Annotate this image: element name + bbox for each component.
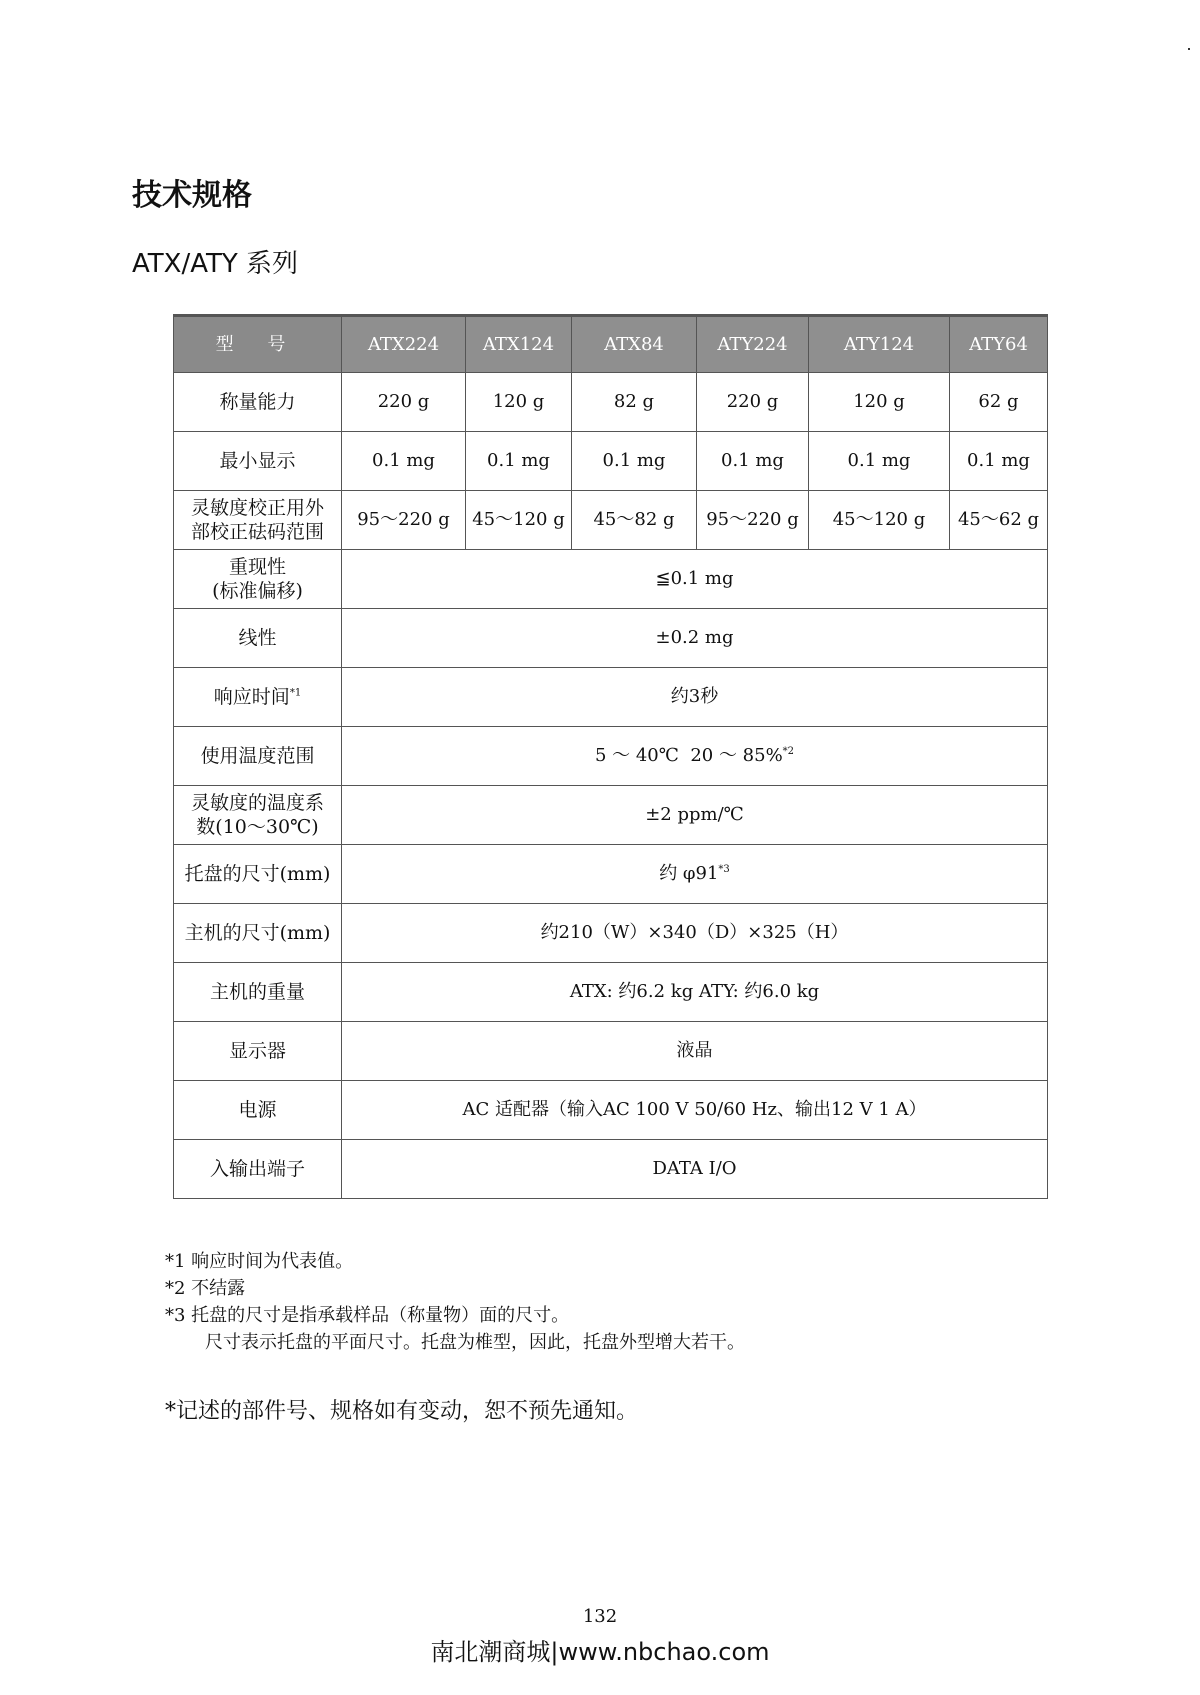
- table-cell: 95～220 g: [697, 491, 809, 550]
- spec-table: [173, 314, 1048, 1199]
- table-cell: 0.1 mg: [809, 432, 950, 491]
- model-header-cell: ATY64: [950, 316, 1048, 373]
- table-cell: 45～82 g: [572, 491, 697, 550]
- disclaimer: *记述的部件号、规格如有变动，恕不预先通知。: [165, 1399, 639, 1424]
- cell-text: 5 ～ 40℃ 20 ～ 85%: [594, 745, 783, 766]
- table-cell: DATA I/O: [342, 1140, 1048, 1199]
- table-row: [174, 845, 1048, 904]
- row-label: 电源: [174, 1081, 342, 1140]
- footnote: *1 响应时间为代表值。: [165, 1251, 354, 1272]
- table-cell: 220 g: [697, 373, 809, 432]
- footnote-marker: *3: [718, 864, 730, 875]
- footnote-continuation: 尺寸表示托盘的平面尺寸。托盘为椎型，因此，托盘外型增大若干。: [205, 1332, 745, 1353]
- footnotes: [165, 1248, 745, 1356]
- row-label-line: 部校正砝码范围: [190, 521, 324, 543]
- footnote: *2 不结露: [165, 1278, 246, 1299]
- watermark: 南北潮商城|www.nbchao.com: [430, 1638, 770, 1666]
- table-cell: 0.1 mg: [697, 432, 809, 491]
- page-title: 技术规格: [132, 178, 252, 213]
- table-row: [174, 786, 1048, 845]
- footnote-marker: *2: [782, 746, 795, 757]
- table-cell: 120 g: [809, 373, 950, 432]
- table-cell: 液晶: [342, 1022, 1048, 1081]
- model-header-cell: ATY124: [809, 316, 950, 373]
- table-row: [174, 904, 1048, 963]
- row-label: 称量能力: [174, 373, 342, 432]
- table-header-row: [174, 316, 1048, 373]
- table-cell: 45～62 g: [950, 491, 1048, 550]
- row-label: 入输出端子: [174, 1140, 342, 1199]
- model-header-label: 型 号: [174, 316, 342, 373]
- model-header-cell: ATX224: [342, 316, 466, 373]
- table-cell: 45～120 g: [466, 491, 572, 550]
- table-cell: ATX: 约6.2 kg ATY: 约6.0 kg: [342, 963, 1048, 1022]
- row-label-line: 灵敏度校正用外: [190, 497, 324, 519]
- page-number: 132: [582, 1606, 618, 1627]
- table-cell: 0.1 mg: [950, 432, 1048, 491]
- table-cell: 0.1 mg: [342, 432, 466, 491]
- row-label-line: 重现性: [228, 556, 286, 578]
- row-label: 托盘的尺寸(mm): [174, 845, 342, 904]
- footnote: *3 托盘的尺寸是指承载样品（称量物）面的尺寸。: [165, 1305, 570, 1326]
- row-label: 线性: [174, 609, 342, 668]
- table-row: [174, 609, 1048, 668]
- row-label-text: 响应时间: [213, 686, 290, 708]
- table-row: [174, 373, 1048, 432]
- row-label: [174, 668, 342, 727]
- table-row: [174, 727, 1048, 786]
- table-row: [174, 432, 1048, 491]
- table-cell: ±2 ppm/℃: [342, 786, 1048, 845]
- table-cell: 0.1 mg: [466, 432, 572, 491]
- table-row: [174, 550, 1048, 609]
- table-cell: [342, 727, 1048, 786]
- model-header-cell: ATY224: [697, 316, 809, 373]
- table-cell: AC 适配器（输入AC 100 V 50/60 Hz、输出12 V 1 A）: [342, 1081, 1048, 1140]
- table-cell: ≦0.1 mg: [342, 550, 1048, 609]
- table-cell: 62 g: [950, 373, 1048, 432]
- corner-mark: [1188, 48, 1190, 50]
- row-label: [174, 786, 342, 845]
- row-label: 主机的尺寸(mm): [174, 904, 342, 963]
- row-label: 使用温度范围: [174, 727, 342, 786]
- model-header-cell: ATX124: [466, 316, 572, 373]
- row-label: [174, 491, 342, 550]
- footnote-marker: *1: [289, 687, 302, 699]
- table-row: [174, 1140, 1048, 1199]
- table-cell: 95～220 g: [342, 491, 466, 550]
- model-header-cell: ATX84: [572, 316, 697, 373]
- table-cell: 45～120 g: [809, 491, 950, 550]
- series-subtitle: ATX/ATY 系列: [132, 249, 299, 279]
- table-row: [174, 1022, 1048, 1081]
- row-label: 最小显示: [174, 432, 342, 491]
- table-cell: ±0.2 mg: [342, 609, 1048, 668]
- table-row: [174, 491, 1048, 550]
- cell-text: 约 φ91: [659, 863, 719, 884]
- table-cell: 82 g: [572, 373, 697, 432]
- table-cell: 220 g: [342, 373, 466, 432]
- table-cell: 0.1 mg: [572, 432, 697, 491]
- row-label-line: 灵敏度的温度系: [190, 792, 324, 814]
- row-label: [174, 550, 342, 609]
- table-cell: 约210（W）×340（D）×325（H）: [342, 904, 1048, 963]
- table-row: [174, 668, 1048, 727]
- table-row: [174, 1081, 1048, 1140]
- table-cell: 120 g: [466, 373, 572, 432]
- row-label-line: 数(10～30℃): [196, 816, 319, 838]
- table-cell: [342, 845, 1048, 904]
- row-label: 显示器: [174, 1022, 342, 1081]
- row-label: 主机的重量: [174, 963, 342, 1022]
- table-row: [174, 963, 1048, 1022]
- row-label-line: (标准偏移): [212, 580, 303, 602]
- table-cell: 约3秒: [342, 668, 1048, 727]
